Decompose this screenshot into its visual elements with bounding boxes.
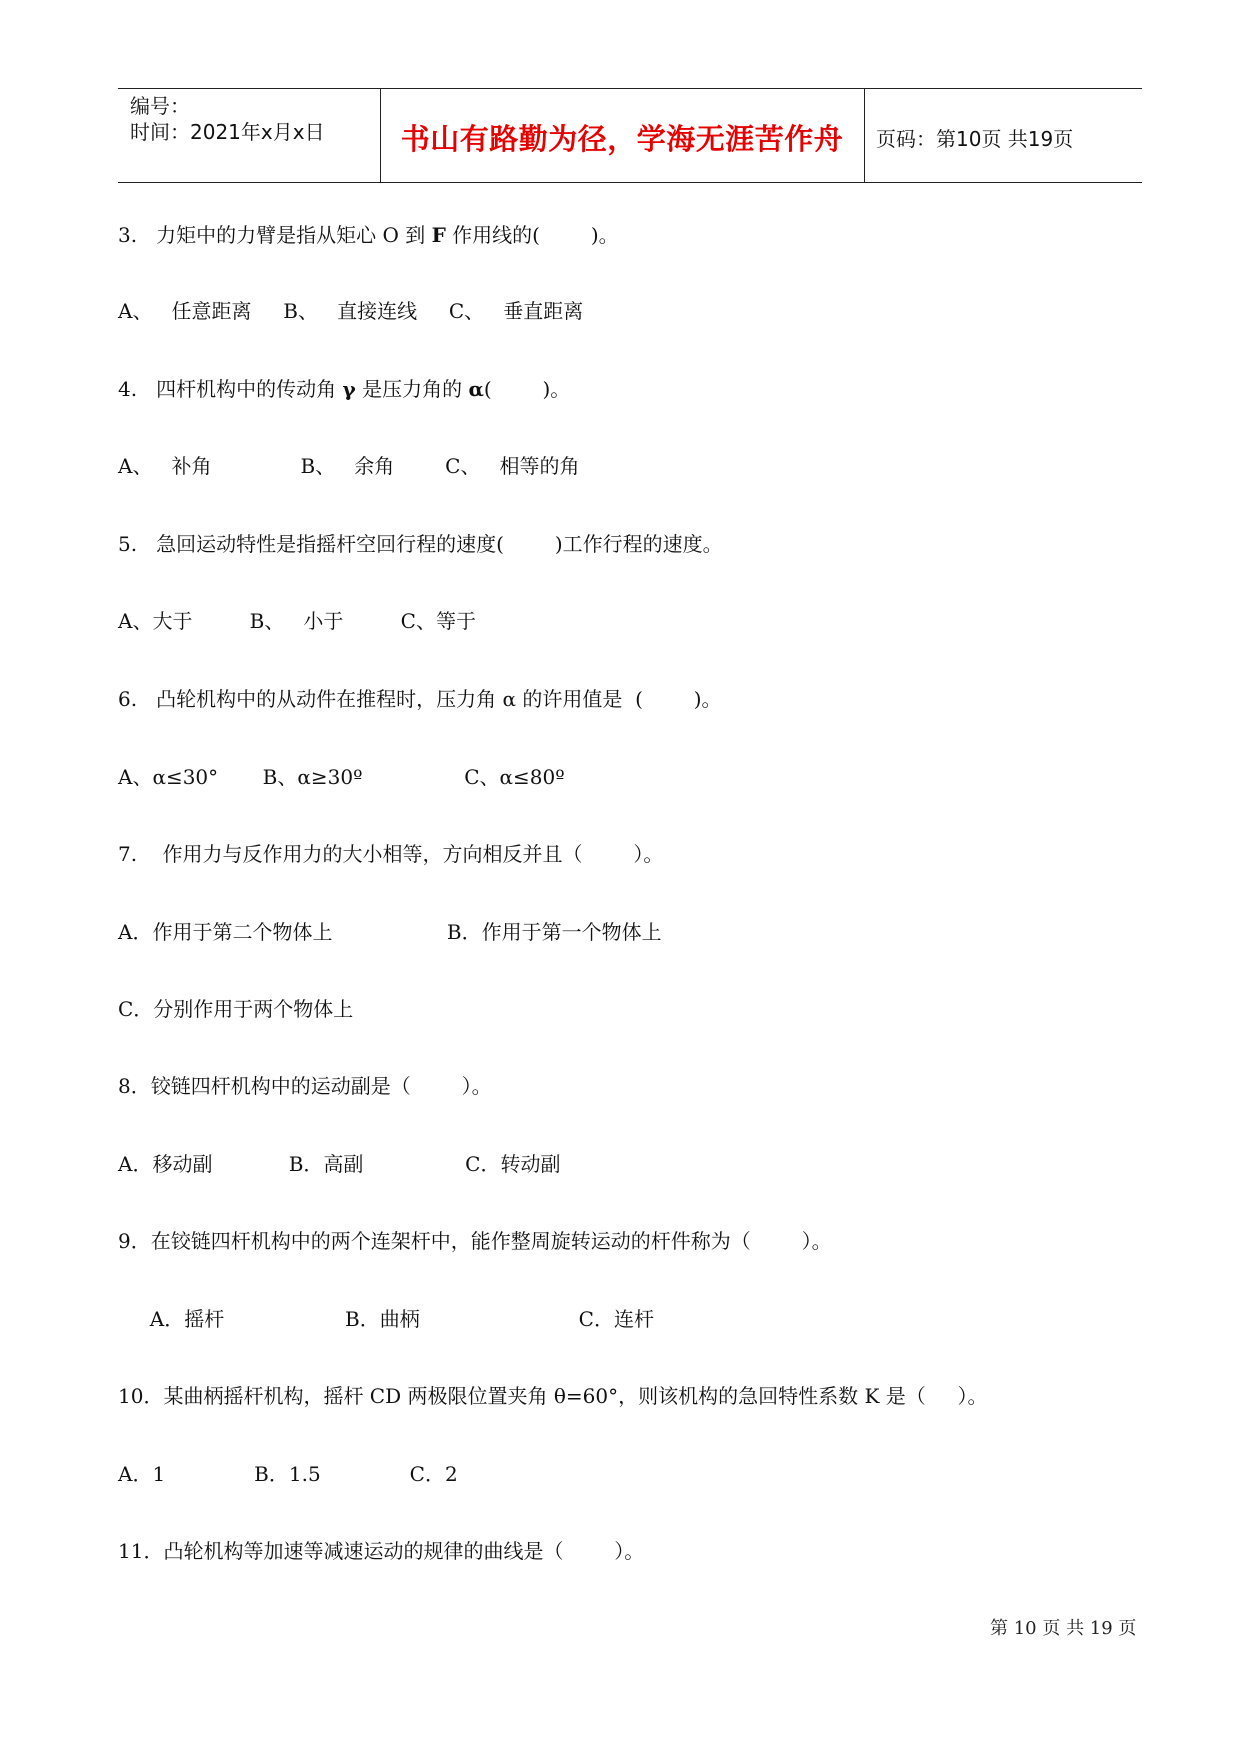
- question-10: 10．某曲柄摇杆机构，摇杆 CD 两极限位置夹角 θ=60°，则该机构的急回特性系数 K 是（ ）。: [118, 1384, 988, 1408]
- question-11: 11．凸轮机构等加速等减速运动的规律的曲线是（ ）。: [118, 1539, 645, 1563]
- question-8: 8．铰链四杆机构中的运动副是（ ）。: [118, 1074, 492, 1098]
- question-3: 3. 力矩中的力臂是指从矩心 O 到 F 作用线的( )。: [118, 223, 619, 247]
- question-5: 5. 急回运动特性是指摇杆空回行程的速度( )工作行程的速度。: [118, 532, 723, 556]
- question-8-options: A．移动副 B．高副 C．转动副: [118, 1152, 561, 1176]
- header-motto-cell: [380, 89, 864, 182]
- header-divider-right: [864, 89, 865, 182]
- page-header: [118, 88, 1142, 183]
- question-9-options: A．摇杆 B．曲柄 C．连杆: [118, 1307, 654, 1331]
- question-9: 9．在铰链四杆机构中的两个连架杆中，能作整周旋转运动的杆件称为（ ）。: [118, 1229, 832, 1253]
- question-6: 6. 凸轮机构中的从动件在推程时，压力角 α 的许用值是 ( )。: [118, 687, 722, 711]
- question-4-options: A、 补角 B、 余角 C、 相等的角: [118, 454, 580, 478]
- question-3-options: A、 任意距离 B、 直接连线 C、 垂直距离: [118, 299, 584, 323]
- document-time-label: 时间：2021年x月x日: [130, 120, 325, 144]
- question-6-options: A、α≤30° B、α≥30º C、α≤80º: [118, 765, 565, 789]
- header-meta: [130, 89, 380, 182]
- header-page-label: 页码：第10页 共19页: [876, 127, 1074, 151]
- question-5-options: A、大于 B、 小于 C、等于: [118, 609, 476, 633]
- document-number-label: 编号：: [130, 94, 190, 118]
- header-motto: 书山有路勤为径，学海无涯苦作舟: [400, 122, 844, 156]
- question-7-options-ab: A．作用于第二个物体上 B．作用于第一个物体上: [118, 920, 662, 944]
- header-page-cell: [876, 89, 1136, 182]
- question-4: 4. 四杆机构中的传动角 γ 是压力角的 α( )。: [118, 377, 571, 401]
- question-10-options: A．1 B．1.5 C．2: [118, 1462, 458, 1486]
- question-7-option-c: C．分别作用于两个物体上: [118, 997, 354, 1021]
- page-footer-number: 第 10 页 共 19 页: [990, 1618, 1137, 1639]
- question-7: 7. 作用力与反作用力的大小相等，方向相反并且（ ）。: [118, 842, 664, 866]
